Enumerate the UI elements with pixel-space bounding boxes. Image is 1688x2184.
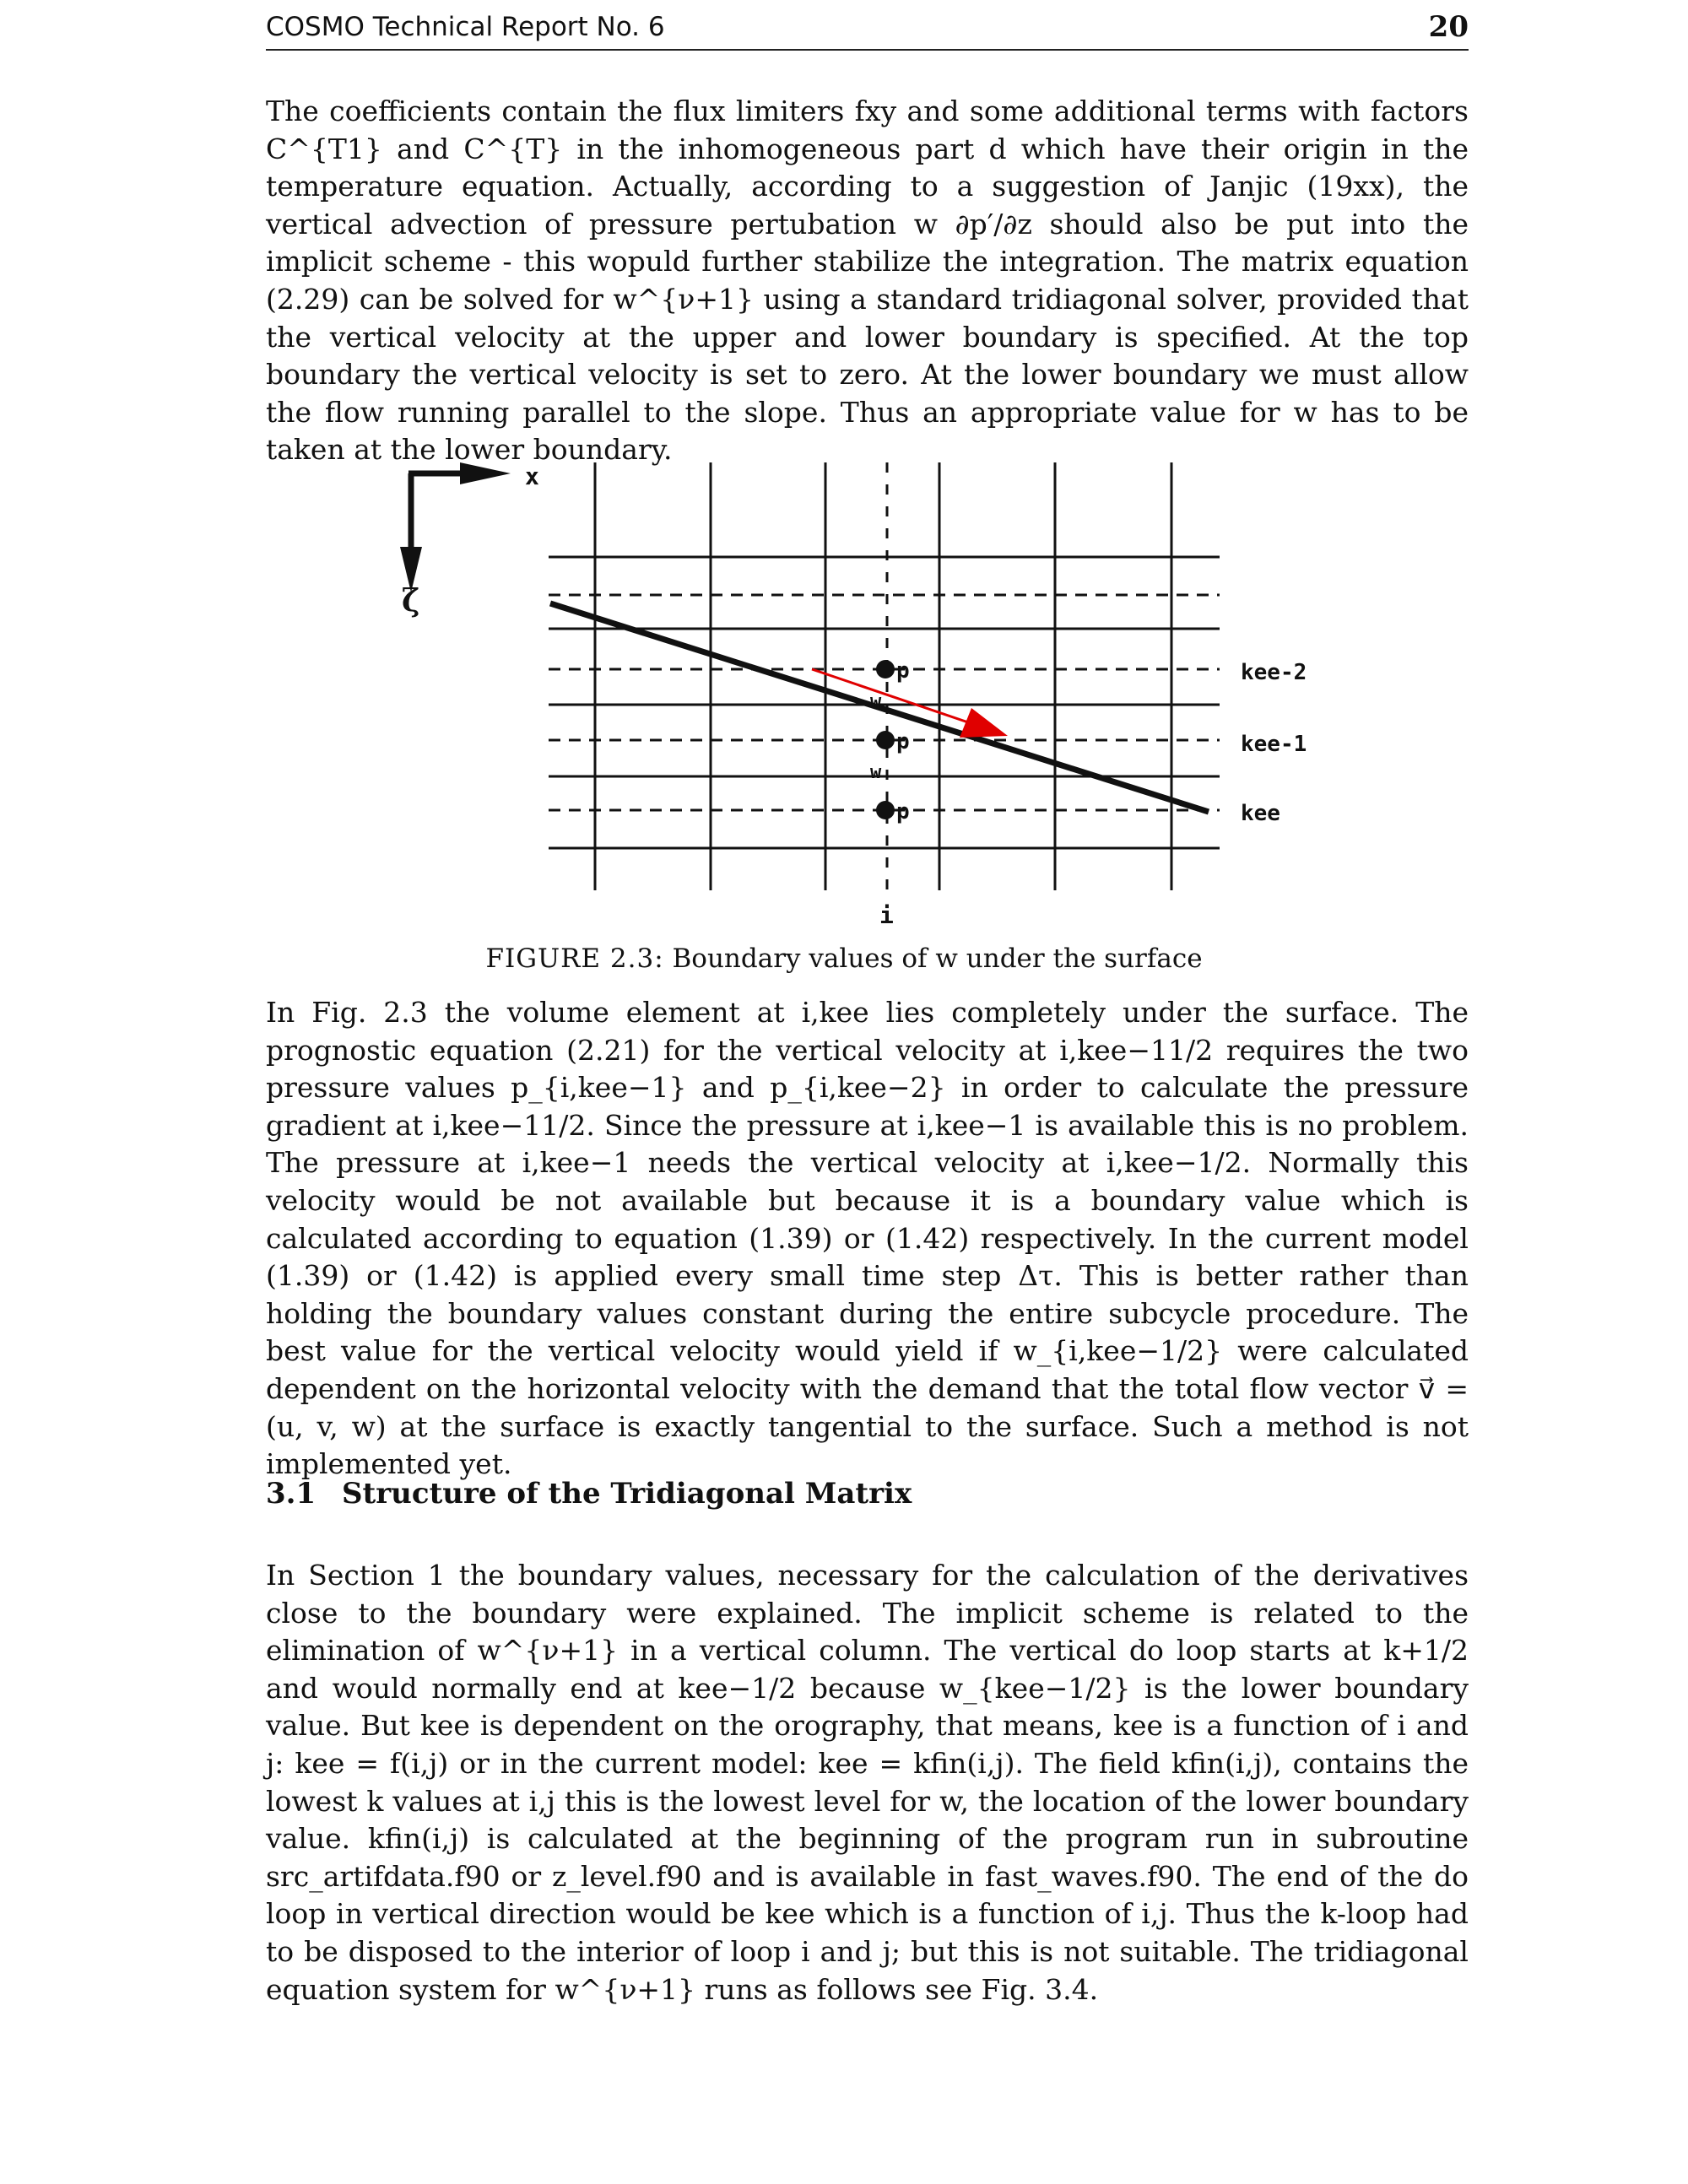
figure-caption [0,943,1688,974]
zeta-axis-label: ζ [402,583,420,619]
p-point-kee-2 [876,660,895,678]
caption-text: Boundary values of w under the surface [672,943,1203,974]
caption-prefix: FIGURE 2.3: [485,943,664,974]
p-label: p [896,658,910,684]
level-label-kee-2: kee-2 [1241,660,1307,685]
level-label-kee: kee [1241,801,1280,826]
p-point-kee-1 [876,731,895,749]
tangential-arrowhead [960,708,1008,738]
section-number: 3.1 [266,1477,316,1511]
paragraph-section-body [266,1557,1469,2008]
x-axis-label: x [525,462,539,490]
p-label: p [896,799,910,824]
w-label: w [870,691,882,712]
p-label: p [896,729,910,754]
section-title: Structure of the Tridiagonal Matrix [342,1477,912,1511]
paragraph-text: In Section 1 the boundary values, necessary for the calculation of the derivatives close to the boundary were explained. The implicit scheme is related to the elimination of w^{ν+1} in a vertical column. The vertical do loop starts at k+1/2 and would normally end at kee−1/2 because w_{kee−1/2} is the lower boundary value. But kee is dependent on the orography, that means, kee is a function of i and j: kee = f(i,j) or in the current model: kee = kfin(i,j). The field kfin(i,j), contains the lowest k values at i,j this is the lowest level for w, the location of the lower boundary value. kfin(i,j) is calculated at the beginning of the program run in subroutine src_artifdata.f90 or z_level.f90 and is available in fast_waves.f90. The end of the do loop in vertical direction would be kee which is a function of i,j. Thus the k-loop had to be disposed to the interior of loop i and j; but this is not suitable. The tridiagonal equation system for w^{ν+1} runs as follows see Fig. 3.4. [266,1559,1469,2006]
section-heading [266,1477,912,1511]
paragraph-text: In Fig. 2.3 the volume element at i,kee lies completely under the surface. The prognostic equation (2.21) for the vertical velocity at i,kee−11/2 requires the two pressure values p_{i,kee−1} and p_{i,kee−2} in order to calculate the pressure gradient at i,kee−11/2. Since the pressure at i,kee−1 is available this is no problem. The pressure at i,kee−1 needs the vertical velocity at i,kee−1/2. Normally this velocity would be not available but because it is a boundary value which is calculated according to equation (1.39) or (1.42) respectively. In the current model (1.39) or (1.42) is applied every small time step Δτ. This is better rather than holding the boundary values constant during the entire subcycle procedure. The best value for the vertical velocity would yield if w_{i,kee−1/2} were calculated dependent on the horizontal velocity with the demand that the total flow vector v⃗ = (u, v, w) at the surface is exactly tangential to the surface. Such a method is not implemented yet. [266,996,1469,1481]
report-title: COSMO Technical Report No. 6 [266,12,665,42]
p-point-kee [876,801,895,819]
x-axis-arrowhead [460,462,511,484]
level-label-kee-1: kee-1 [1241,732,1307,757]
column-label-i: i [879,901,894,929]
half-level-rows [549,595,1220,810]
figure-boundary-grid [0,0,1688,937]
page-number: 20 [1428,10,1469,44]
paragraph-fig-discussion [266,994,1469,1484]
paragraph-text: The coefficients contain the flux limiters fxy and some additional terms with factors C^{T1} and C^{T} in the inhomogeneous part d which have their origin in the temperature equation. Actually, according to a suggestion of Janjic (19xx), the vertical advection of pressure pertubation w ∂p′/∂z should also be put into the implicit scheme - this wopuld further stabilize the integration. The matrix equation (2.29) can be solved for w^{ν+1} using a standard tridiagonal solver, provided that the vertical velocity at the upper and lower boundary is specified. At the top boundary the vertical velocity is set to zero. At the lower boundary we must allow the flow running parallel to the slope. Thus an appropriate value for w has to be taken at the lower boundary. [266,95,1469,467]
w-label: w [870,762,882,783]
